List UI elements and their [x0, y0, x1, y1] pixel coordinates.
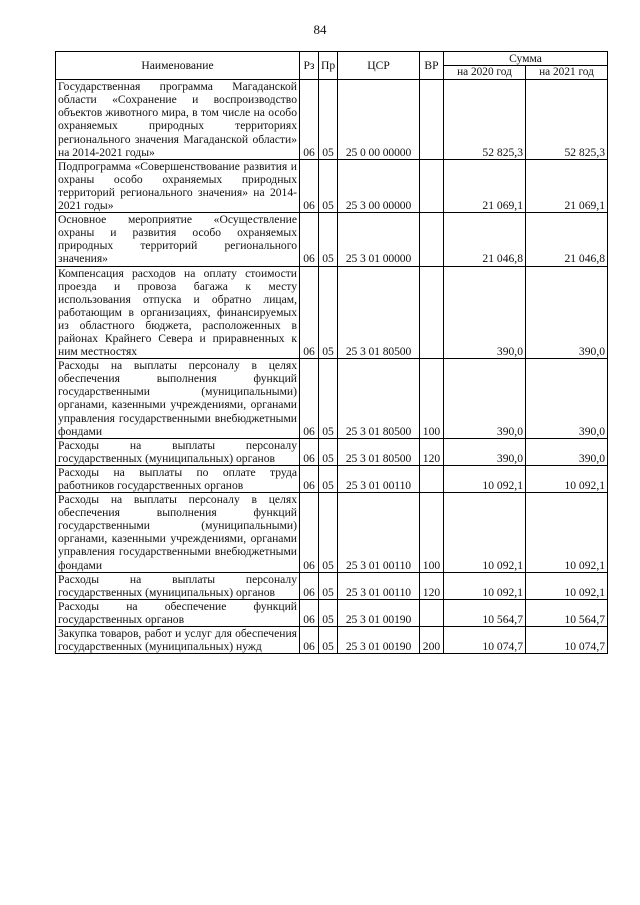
row-sum-2020-cell: 390,0	[444, 266, 526, 359]
row-pr-cell: 05	[319, 599, 338, 626]
row-rz-cell: 06	[300, 465, 319, 492]
row-sum-2020-cell: 10 092,1	[444, 465, 526, 492]
table-row	[56, 159, 608, 212]
row-rz-cell: 06	[300, 438, 319, 465]
row-vr-cell	[420, 599, 444, 626]
row-rz-cell: 06	[300, 159, 319, 212]
row-csr-cell: 25 3 00 00000	[338, 159, 420, 212]
row-csr-cell: 25 3 01 00110	[338, 493, 420, 573]
table-row	[56, 572, 608, 599]
header-vr: ВР	[420, 52, 444, 80]
row-rz-cell: 06	[300, 80, 319, 160]
row-name-cell: Расходы на выплаты персоналу государственных (муниципальных) органов	[56, 572, 300, 599]
row-vr-cell: 200	[420, 627, 444, 654]
row-sum-2020-cell: 10 074,7	[444, 627, 526, 654]
row-vr-cell	[420, 266, 444, 359]
table-row	[56, 599, 608, 626]
row-name-cell: Компенсация расходов на оплату стоимости проезда и провоза багажа к месту использования отпуска и обратно лицам, работающим в организациях, финансируемых из областного бюджета, расположенных в районах Крайнего Севера и приравненных к ним местностях	[56, 266, 300, 359]
header-year-2020: на 2020 год	[444, 66, 526, 80]
table-row	[56, 213, 608, 266]
row-rz-cell: 06	[300, 213, 319, 266]
row-vr-cell	[420, 465, 444, 492]
row-name-cell: Закупка товаров, работ и услуг для обеспечения государственных (муниципальных) нужд	[56, 627, 300, 654]
row-pr-cell: 05	[319, 493, 338, 573]
row-name-cell: Подпрограмма «Совершенствование развития и охраны особо охраняемых природных территорий регионального значения» на 2014-2021 годы»	[56, 159, 300, 212]
row-sum-2021-cell: 10 564,7	[526, 599, 608, 626]
row-sum-2020-cell: 390,0	[444, 438, 526, 465]
row-csr-cell: 25 3 01 00190	[338, 627, 420, 654]
row-csr-cell: 25 3 01 00110	[338, 465, 420, 492]
row-csr-cell: 25 3 01 00000	[338, 213, 420, 266]
row-pr-cell: 05	[319, 159, 338, 212]
row-sum-2020-cell: 21 046,8	[444, 213, 526, 266]
row-sum-2020-cell: 21 069,1	[444, 159, 526, 212]
row-sum-2021-cell: 52 825,3	[526, 80, 608, 160]
row-sum-2021-cell: 10 092,1	[526, 493, 608, 573]
table-row	[56, 80, 608, 160]
row-vr-cell: 120	[420, 572, 444, 599]
row-pr-cell: 05	[319, 438, 338, 465]
table-body	[56, 80, 608, 654]
table-row	[56, 266, 608, 359]
row-pr-cell: 05	[319, 572, 338, 599]
row-sum-2021-cell: 10 092,1	[526, 465, 608, 492]
row-pr-cell: 05	[319, 359, 338, 439]
header-year-2021: на 2021 год	[526, 66, 608, 80]
header-rz: Рз	[300, 52, 319, 80]
row-vr-cell: 120	[420, 438, 444, 465]
row-sum-2021-cell: 21 046,8	[526, 213, 608, 266]
row-sum-2020-cell: 10 092,1	[444, 572, 526, 599]
row-name-cell: Расходы на обеспечение функций государственных органов	[56, 599, 300, 626]
row-rz-cell: 06	[300, 359, 319, 439]
row-sum-2020-cell: 10 092,1	[444, 493, 526, 573]
header-name: Наименование	[56, 52, 300, 80]
budget-table	[55, 51, 608, 654]
table-header	[56, 52, 608, 80]
row-csr-cell: 25 0 00 00000	[338, 80, 420, 160]
header-csr: ЦСР	[338, 52, 420, 80]
row-vr-cell	[420, 159, 444, 212]
row-vr-cell: 100	[420, 359, 444, 439]
row-name-cell: Расходы на выплаты персоналу в целях обеспечения выполнения функций государственными (муниципальными) органами, казенными учреждениями, органами управления государственными внебюджетными фондами	[56, 359, 300, 439]
row-name-cell: Основное мероприятие «Осуществление охраны и развития особо охраняемых природных территорий регионального значения»	[56, 213, 300, 266]
row-sum-2021-cell: 10 074,7	[526, 627, 608, 654]
row-name-cell: Расходы на выплаты персоналу в целях обеспечения выполнения функций государственными (муниципальными) органами, казенными учреждениями, органами управления государственными внебюджетными фондами	[56, 493, 300, 573]
row-rz-cell: 06	[300, 627, 319, 654]
row-rz-cell: 06	[300, 572, 319, 599]
row-csr-cell: 25 3 01 00190	[338, 599, 420, 626]
row-pr-cell: 05	[319, 80, 338, 160]
row-sum-2020-cell: 390,0	[444, 359, 526, 439]
row-csr-cell: 25 3 01 80500	[338, 266, 420, 359]
row-rz-cell: 06	[300, 493, 319, 573]
table-row	[56, 465, 608, 492]
row-vr-cell: 100	[420, 493, 444, 573]
table-row	[56, 627, 608, 654]
row-csr-cell: 25 3 01 80500	[338, 359, 420, 439]
row-csr-cell: 25 3 01 80500	[338, 438, 420, 465]
row-name-cell: Государственная программа Магаданской области «Сохранение и воспроизводство объектов животного мира, в том числе на особо охраняемых природных территориях регионального значения Магаданской области» на 2014-2021 годы»	[56, 80, 300, 160]
row-name-cell: Расходы на выплаты персоналу государственных (муниципальных) органов	[56, 438, 300, 465]
header-pr: Пр	[319, 52, 338, 80]
row-vr-cell	[420, 213, 444, 266]
row-name-cell: Расходы на выплаты по оплате труда работников государственных органов	[56, 465, 300, 492]
row-sum-2021-cell: 390,0	[526, 266, 608, 359]
row-sum-2021-cell: 10 092,1	[526, 572, 608, 599]
row-pr-cell: 05	[319, 213, 338, 266]
row-pr-cell: 05	[319, 266, 338, 359]
row-sum-2020-cell: 52 825,3	[444, 80, 526, 160]
row-sum-2021-cell: 390,0	[526, 359, 608, 439]
row-csr-cell: 25 3 01 00110	[338, 572, 420, 599]
row-rz-cell: 06	[300, 266, 319, 359]
row-rz-cell: 06	[300, 599, 319, 626]
page-number: 84	[313, 22, 327, 37]
table-row	[56, 493, 608, 573]
row-pr-cell: 05	[319, 465, 338, 492]
table-row	[56, 438, 608, 465]
row-vr-cell	[420, 80, 444, 160]
row-pr-cell: 05	[319, 627, 338, 654]
row-sum-2020-cell: 10 564,7	[444, 599, 526, 626]
row-sum-2021-cell: 21 069,1	[526, 159, 608, 212]
header-sum: Сумма	[444, 52, 608, 66]
row-sum-2021-cell: 390,0	[526, 438, 608, 465]
table-row	[56, 359, 608, 439]
